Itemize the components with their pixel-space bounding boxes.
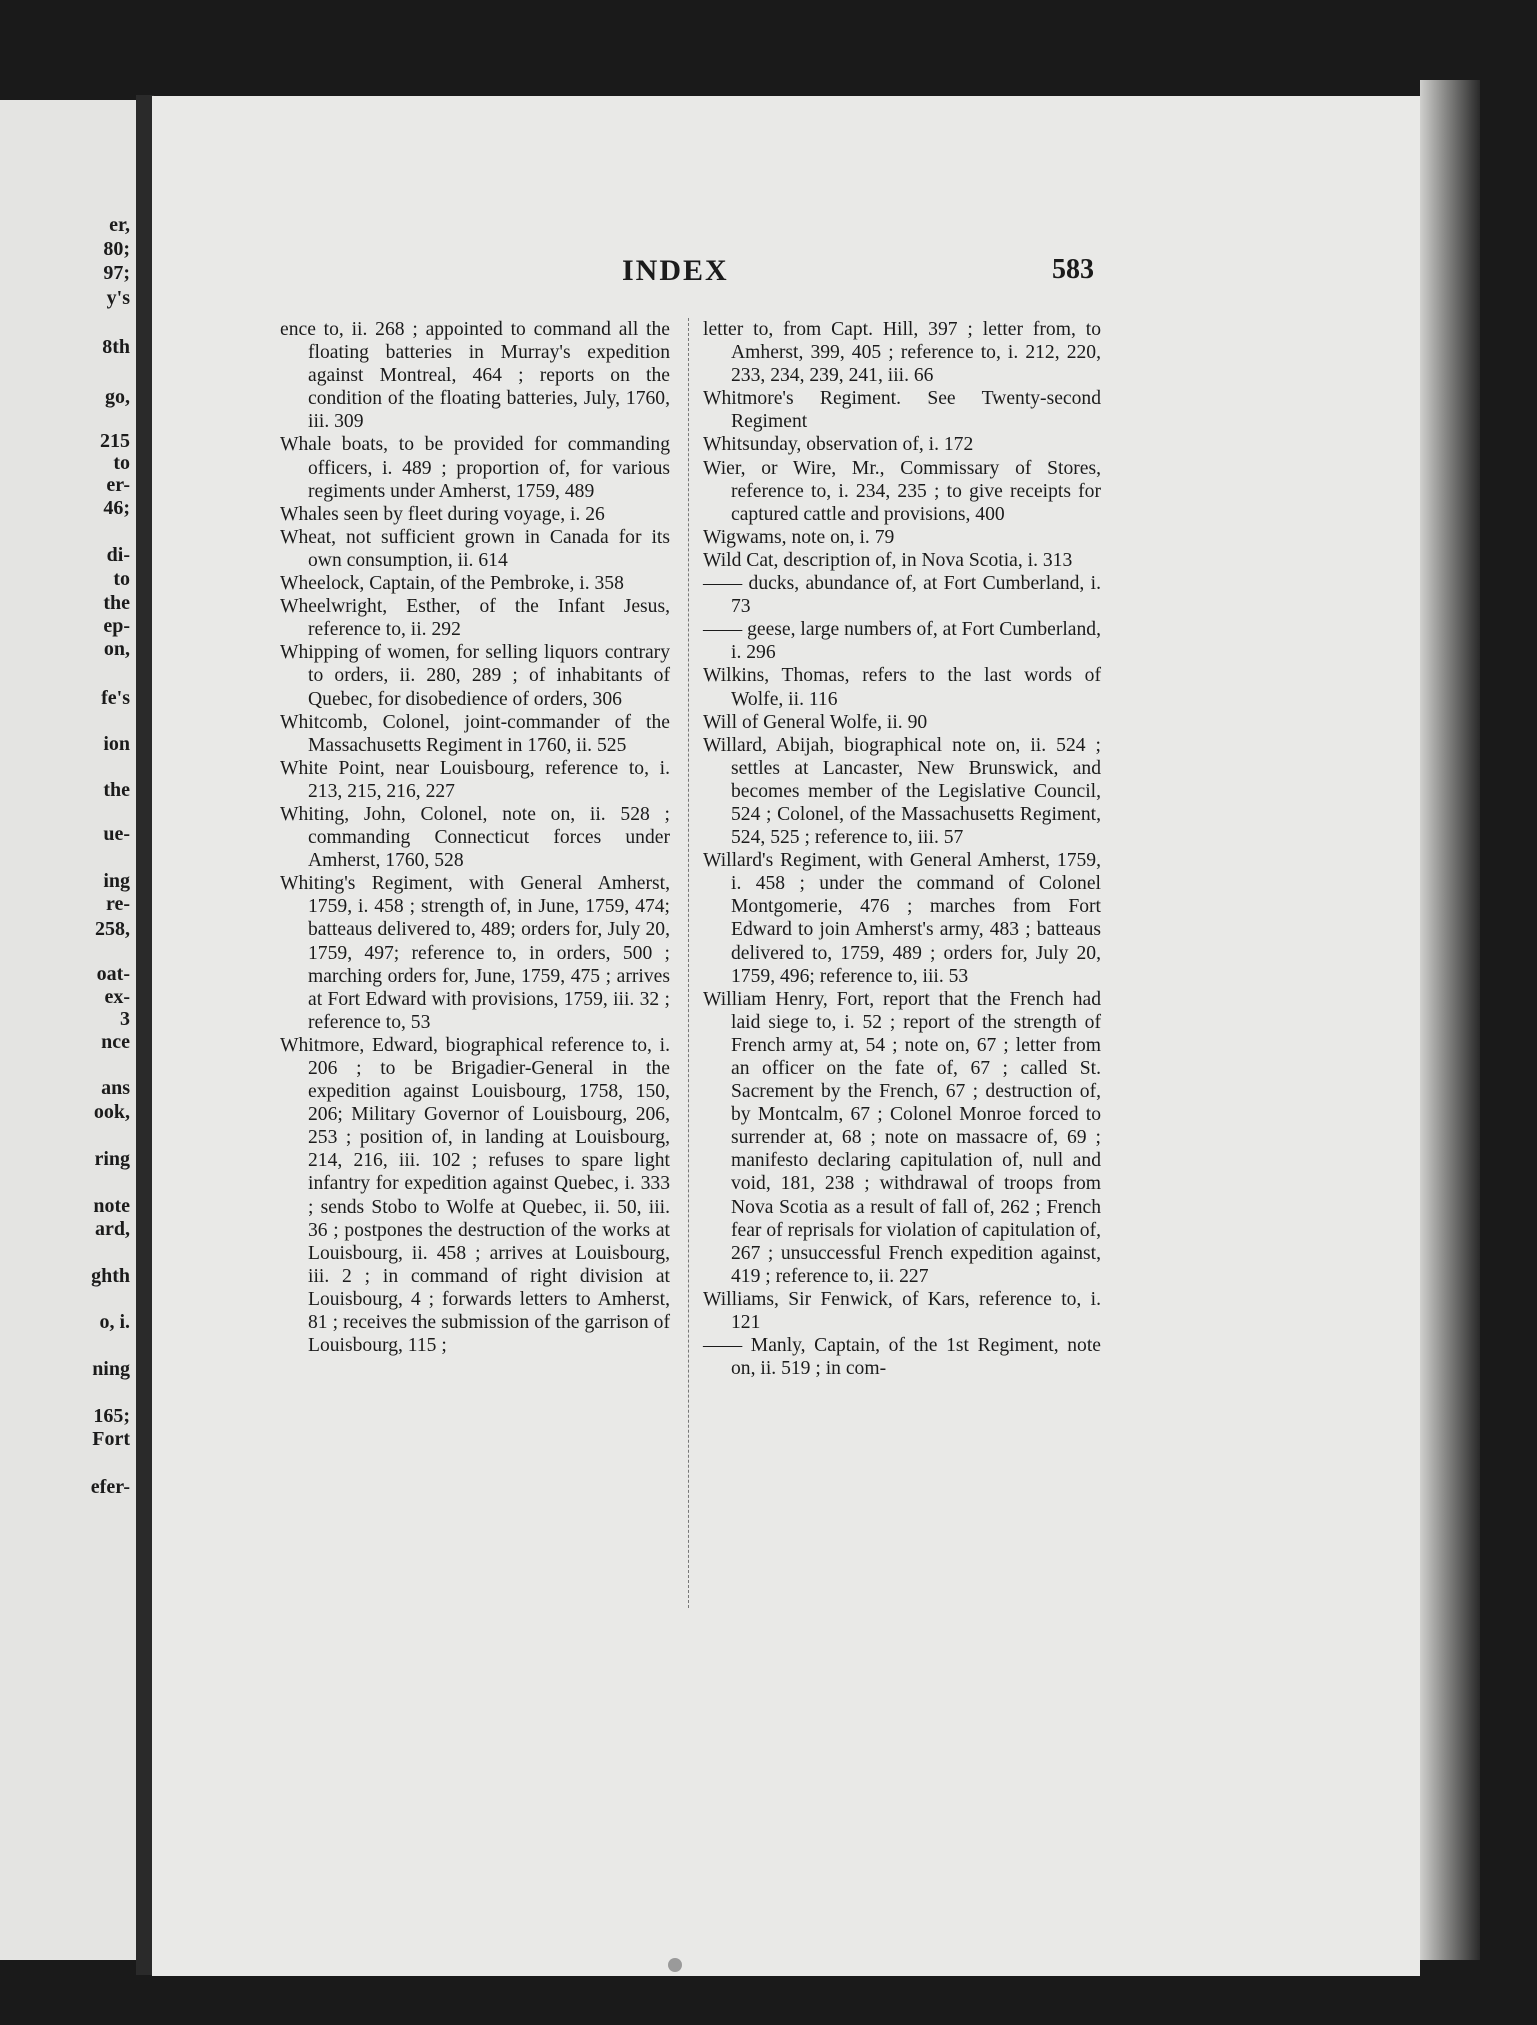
index-entry: Whale boats, to be provided for commanding officers, i. 489 ; proportion of, for various regiments under Amherst, 1759, 489 bbox=[280, 434, 670, 502]
index-column-right bbox=[703, 318, 1101, 1380]
index-entry: Wheelwright, Esther, of the Infant Jesus, reference to, ii. 292 bbox=[280, 596, 670, 641]
left-page-fragment: on, bbox=[103, 638, 130, 660]
left-page-fragment: ning bbox=[92, 1358, 130, 1380]
left-page-fragment: ard, bbox=[95, 1218, 130, 1240]
left-page-fragment: ion bbox=[103, 733, 130, 755]
index-entry: Williams, Sir Fenwick, of Kars, reference to, i. 121 bbox=[703, 1288, 1101, 1334]
index-entry: Wheelock, Captain, of the Pembroke, i. 358 bbox=[280, 573, 624, 595]
left-page-fragment: ex- bbox=[104, 986, 130, 1008]
left-page-fragment: efer- bbox=[90, 1476, 130, 1498]
left-page-fragment: er, bbox=[109, 214, 130, 236]
index-entry: Whiting's Regiment, with General Amherst, 1759, i. 458 ; strength of, in June, 1759, 474; batteaus delivered to, 489; orders for, July 20, 1759, 497; reference to, in orders, 500 ; marching orders for, June, 1759, 475 ; arrives at Fort Edward with provisions, 1759, iii. 32 ; reference to, 53 bbox=[280, 873, 670, 1033]
left-page-fragment: ing bbox=[103, 870, 130, 892]
left-page-fragment: 8th bbox=[102, 336, 130, 358]
left-page-fragment: nce bbox=[101, 1031, 130, 1053]
left-page-fragment: go, bbox=[105, 386, 130, 408]
scan-mark bbox=[668, 1958, 682, 1972]
index-entry: White Point, near Louisbourg, reference to, i. 213, 215, 216, 227 bbox=[280, 757, 670, 802]
left-page-fragment: 80; bbox=[103, 238, 130, 260]
index-entry: Wheat, not sufficient grown in Canada for its own consumption, ii. 614 bbox=[280, 526, 670, 571]
index-entry: William Henry, Fort, report that the French had laid siege to, i. 52 ; report of the strength of French army at, 54 ; note on, 67 ; letter from an officer on the fate of, 67 ; called St. Sacrement by the French, 67 ; destruction of, by Montcalm, 67 ; Colonel Monroe forced to surrender at, 68 ; note on massacre of, 69 ; manifesto declaring capitulation of, null and void, 181, 238 ; withdrawal of troops from Nova Scotia as a result of fall of, 262 ; French fear of reprisals for violation of capitulation of, 267 ; unsuccessful French expedition against, 419 ; reference to, ii. 227 bbox=[703, 988, 1101, 1287]
left-page-fragment: to bbox=[113, 452, 130, 474]
index-entry: letter to, from Capt. Hill, 397 ; letter from, to Amherst, 399, 405 ; reference to, i. 212, 220, 233, 234, 239, 241, iii. 66 bbox=[703, 319, 1101, 387]
index-entry: Wier, or Wire, Mr., Commissary of Stores, reference to, i. 234, 235 ; to give receipts for captured cattle and provisions, 400 bbox=[703, 457, 1101, 525]
index-entry: Whitcomb, Colonel, joint-commander of the Massachusetts Regiment in 1760, ii. 525 bbox=[280, 711, 670, 756]
left-page-fragment: the bbox=[103, 592, 130, 614]
index-entry: Willard, Abijah, biographical note on, ii. 524 ; settles at Lancaster, New Brunswick, and becomes member of the Legislative Council, 524 ; Colonel, of the Massachusetts Regiment, 524, 525 ; reference to, iii. 57 bbox=[703, 734, 1101, 849]
index-entry: Whitmore, Edward, biographical reference to, i. 206 ; to be Brigadier-General in the expedition against Louisbourg, 1758, 150, 206; Military Governor of Louisbourg, 206, 253 ; position of, in landing at Louisbourg, 214, 216, iii. 102 ; refuses to spare light infantry for expedition against Quebec, i. 333 ; sends Stobo to Wolfe at Quebec, ii. 50, iii. 36 ; postpones the destruction of the works at Louisbourg, ii. 458 ; arrives at Louisbourg, iii. 2 ; in command of right division at Louisbourg, 4 ; forwards letters to Amherst, 81 ; receives the submission of the garrison of Louisbourg, 115 ; bbox=[280, 1034, 670, 1357]
left-page-fragment: oat- bbox=[96, 963, 130, 985]
index-entry: Whitmore's Regiment. See Twenty-second Regiment bbox=[703, 388, 1101, 433]
left-page-fragment: ghth bbox=[91, 1265, 130, 1287]
left-page-fragment: 97; bbox=[103, 262, 130, 284]
left-page-fragment: ep- bbox=[103, 615, 130, 637]
page-number: 583 bbox=[1052, 254, 1094, 285]
index-entry: Whitsunday, observation of, i. 172 bbox=[703, 434, 974, 456]
index-column-left bbox=[280, 318, 670, 1357]
index-entry: —— Manly, Captain, of the 1st Regiment, note on, ii. 519 ; in com- bbox=[703, 1335, 1101, 1380]
page-right-edge bbox=[1420, 80, 1480, 1960]
index-entry: Wild Cat, description of, in Nova Scotia, i. 313 bbox=[703, 549, 1073, 571]
left-page-fragment: er- bbox=[106, 474, 130, 496]
left-page-fragment: Fort bbox=[92, 1428, 130, 1450]
left-page-fragment: note bbox=[93, 1195, 130, 1217]
index-entry: Wigwams, note on, i. 79 bbox=[703, 526, 895, 548]
index-entry: Whiting, John, Colonel, note on, ii. 528 ; commanding Connecticut forces under Amherst, 1760, 528 bbox=[280, 803, 670, 872]
left-page-fragment: 165; bbox=[93, 1405, 130, 1427]
left-page-fragment: ans bbox=[101, 1077, 130, 1099]
index-entry: —— geese, large numbers of, at Fort Cumberland, i. 296 bbox=[703, 619, 1101, 664]
index-entry: Whipping of women, for selling liquors contrary to orders, ii. 280, 289 ; of inhabitants of Quebec, for disobedience of orders, 306 bbox=[280, 642, 670, 710]
left-page-fragment: ue- bbox=[103, 823, 130, 845]
index-entry: Wilkins, Thomas, refers to the last words of Wolfe, ii. 116 bbox=[703, 665, 1101, 710]
left-page-fragment: 215 bbox=[100, 430, 130, 452]
left-page-fragment: to bbox=[113, 568, 130, 590]
index-entry: Will of General Wolfe, ii. 90 bbox=[703, 711, 928, 733]
index-entry: ence to, ii. 268 ; appointed to command all the floating batteries in Murray's expedition against Montreal, 464 ; reports on the condition of the floating batteries, July, 1760, iii. 309 bbox=[280, 319, 670, 433]
left-page-fragment: re- bbox=[105, 893, 130, 915]
left-page-fragment: di- bbox=[106, 544, 130, 566]
left-page-fragment: o, i. bbox=[99, 1311, 130, 1333]
left-page-fragment: 3 bbox=[120, 1008, 130, 1030]
left-page-fragment: fe's bbox=[101, 687, 130, 709]
index-entry: Willard's Regiment, with General Amherst, 1759, i. 458 ; under the command of Colonel Montgomerie, 476 ; marches from Fort Edward to join Amherst's army, 483 ; batteaus delivered to, 1759, 489 ; orders for, July 20, 1759, 496; reference to, iii. 53 bbox=[703, 850, 1101, 987]
left-page-fragment: ring bbox=[94, 1148, 130, 1170]
left-page-fragment: 258, bbox=[95, 918, 130, 940]
page-title: INDEX bbox=[622, 254, 729, 287]
left-page-fragment: 46; bbox=[103, 497, 130, 519]
left-page-fragment: y's bbox=[106, 287, 130, 309]
column-divider bbox=[688, 318, 690, 1608]
left-page-edge bbox=[0, 100, 136, 1960]
left-page-fragment: the bbox=[103, 779, 130, 801]
index-entry: Whales seen by fleet during voyage, i. 26 bbox=[280, 503, 605, 525]
left-page-fragment: ook, bbox=[93, 1101, 130, 1123]
index-entry: —— ducks, abundance of, at Fort Cumberland, i. 73 bbox=[703, 573, 1101, 618]
